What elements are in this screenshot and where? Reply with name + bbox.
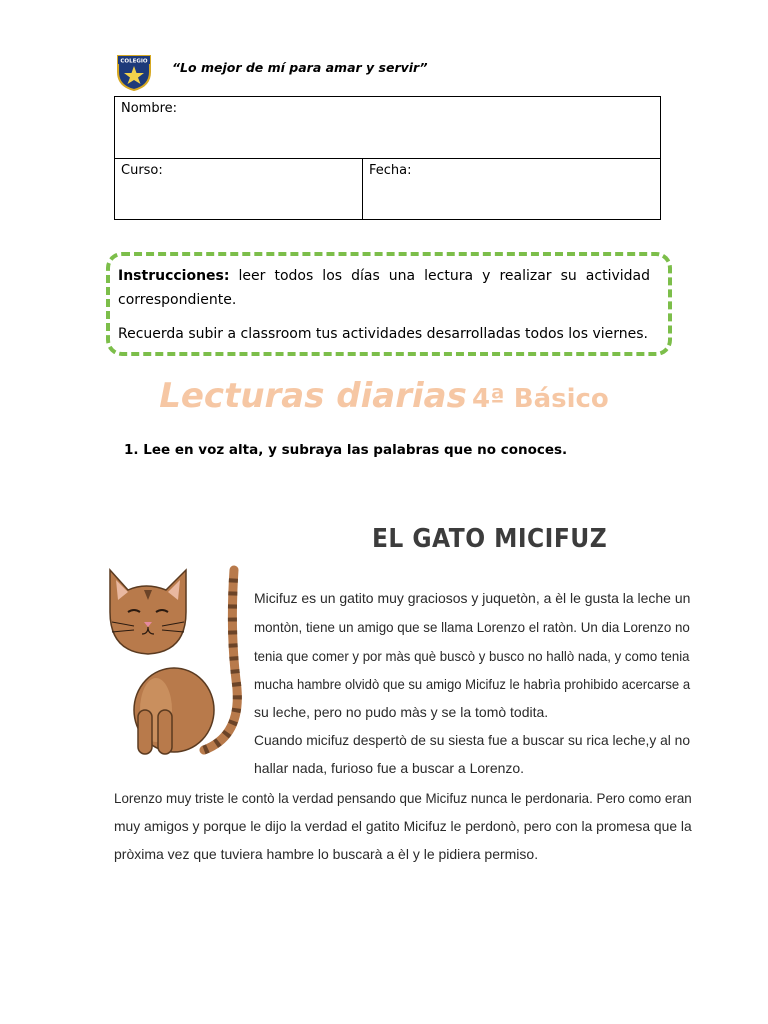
- cat-illustration-icon: [104, 560, 246, 760]
- page-title: [0, 376, 768, 416]
- course-label: Curso:: [121, 163, 163, 178]
- school-motto: “Lo mejor de mí para amar y servir”: [172, 60, 428, 75]
- story-line: Lorenzo muy triste le contò la verdad pensando que Micifuz nunca le perdonaria. Pero como eran: [114, 790, 692, 806]
- student-info-table: [114, 96, 661, 220]
- date-field[interactable]: [363, 159, 660, 220]
- story-title: EL GATO MICIFUZ: [372, 524, 608, 554]
- task-instruction: 1. Lee en voz alta, y subraya las palabras que no conoces.: [124, 442, 568, 458]
- school-crest-icon: [114, 52, 154, 92]
- name-label: Nombre:: [121, 101, 178, 116]
- instructions-text: leer todos los días una lectura y realizar su actividad correspondiente.: [118, 268, 650, 308]
- story-line: hallar nada, furioso fue a buscar a Lorenzo.: [254, 760, 525, 776]
- story-line: montòn, tiene un amigo que se llama Lorenzo el ratòn. Un dia Lorenzo no: [254, 619, 690, 635]
- logo-text: COLEGIO: [120, 58, 148, 65]
- title-grade: 4ª Básico: [471, 384, 609, 414]
- title-main: Lecturas diarias: [159, 376, 467, 416]
- instructions-reminder: Recuerda subir a classroom tus actividades desarrolladas todos los viernes.: [118, 326, 649, 342]
- course-field[interactable]: [115, 159, 363, 220]
- date-label: Fecha:: [369, 163, 412, 178]
- story-line: tenia que comer y por màs què buscò y busco no hallò nada, y como tenia: [254, 648, 690, 664]
- story-line: pròxima vez que tuviera hambre lo buscarà a èl y le pidiera permiso.: [114, 846, 539, 862]
- story-line: mucha hambre olvidò que su amigo Micifuz le habrìa prohibido acercarse a: [254, 676, 691, 692]
- instructions-block: [118, 264, 650, 346]
- story-line: Cuando micifuz despertò de su siesta fue a buscar su rica leche,y al no: [254, 732, 691, 748]
- story-line: muy amigos y porque le dijo la verdad el gatito Micifuz le perdonò, pero con la promesa que la: [114, 818, 692, 834]
- name-field[interactable]: [115, 97, 660, 159]
- instructions-label: Instrucciones:: [118, 268, 230, 284]
- story-line: su leche, pero no pudo màs y se la tomò todita.: [254, 704, 549, 720]
- story-line: Micifuz es un gatito muy graciosos y juquetòn, a èl le gusta la leche un: [254, 590, 691, 606]
